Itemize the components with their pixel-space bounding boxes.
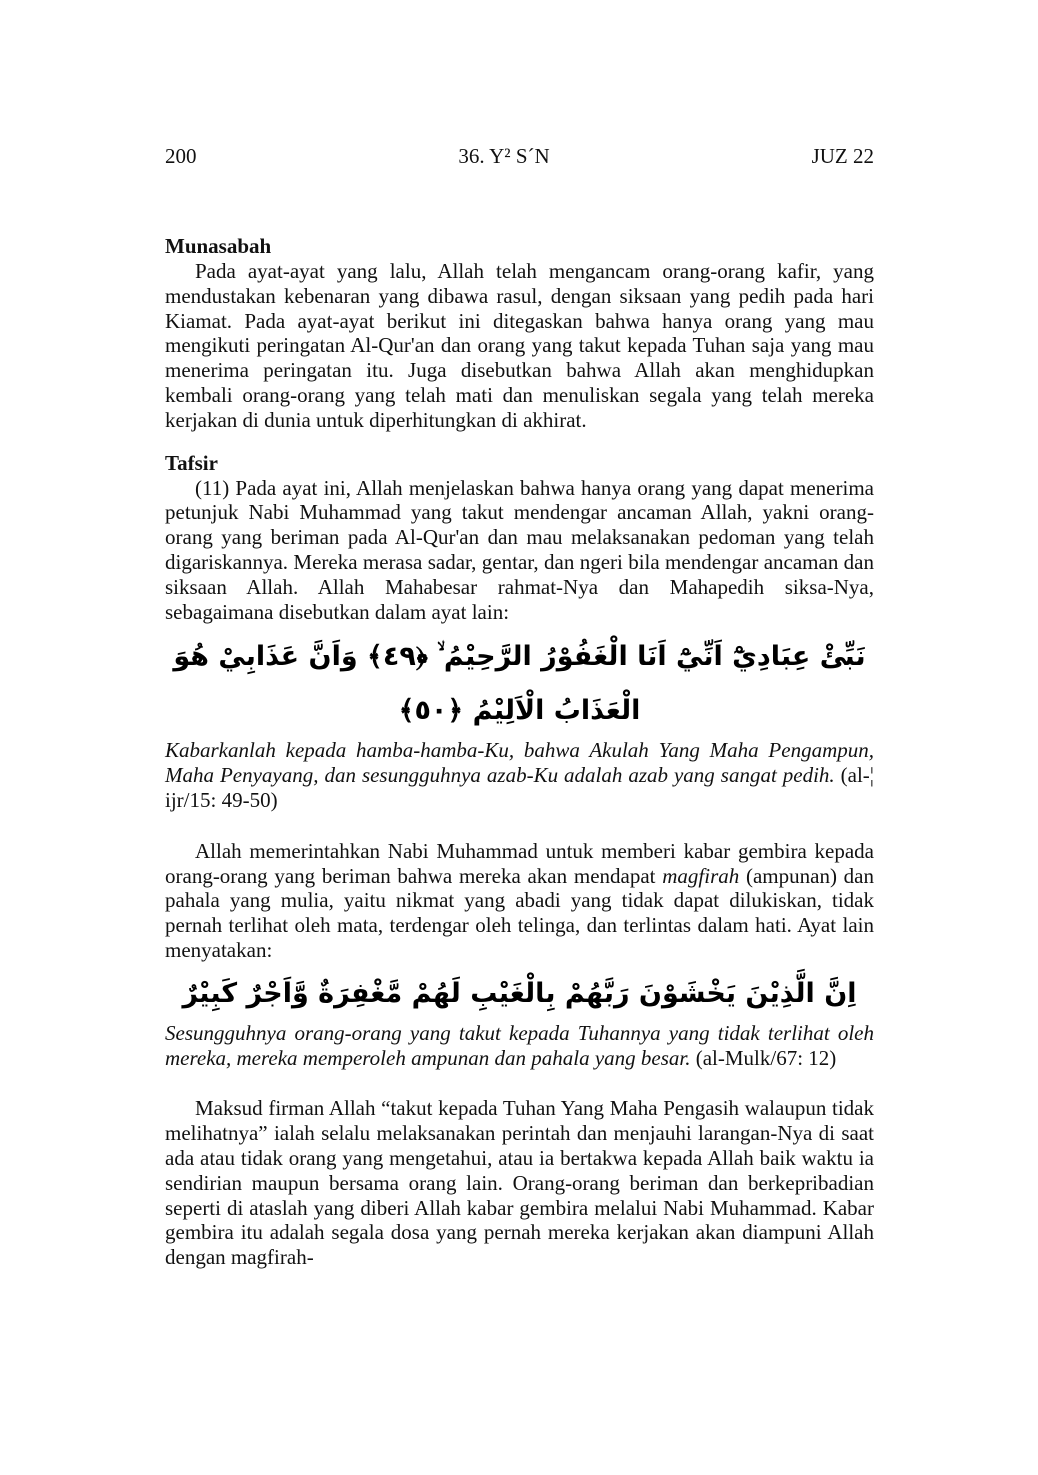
page [165, 142, 874, 1270]
tafsir-paragraph-1: (11) Pada ayat ini, Allah menjelaskan bahwa hanya orang yang dapat menerima petunjuk Nabi Muhammad yang takut mendengar ancaman Allah, yakni orang-orang yang beriman pada Al-Qur'an dan mau melaksanakan pedoman yang telah digariskannya. Mereka merasa sadar, gentar, dan ngeri bila mendengar ancaman dan siksaan Allah. Allah Mahabesar rahmat-Nya dan Mahapedih siksa-Nya, sebagaimana disebutkan dalam ayat lain: [165, 475, 874, 624]
munasabah-heading: Munasabah [165, 234, 272, 258]
page-header [165, 142, 874, 170]
translation-1-reference: (al-¦ ijr/15: 49-50) [165, 763, 875, 812]
translation-2-reference: (al-Mulk/67: 12) [695, 1045, 837, 1070]
tafsir-paragraph-3: Maksud firman Allah “takut kepada Tuhan Yang Maha Pengasih walaupun tidak melihatnya” ialah selalu melaksanakan perintah dan menjauhi larangan-Nya di saat ada atau tidak orang yang mengetahui, atau ia bertakwa kepada Allah baik waktu ia sendirian maupun bersama orang lain. Orang-orang beriman dan berkepribadian seperti di ataslah yang diberi Allah kabar gembira melalui Nabi Muhammad. Kabar gembira itu adalah segala dosa yang pernah mereka kerjakan akan diampuni Allah dengan magfirah- [165, 1096, 874, 1270]
surah-title: 36. Y² S´N [458, 144, 550, 168]
tafsir-heading: Tafsir [165, 450, 218, 475]
tafsir-paragraph-2 [165, 839, 874, 963]
translation-2 [165, 1021, 874, 1071]
munasabah-paragraph: Pada ayat-ayat yang lalu, Allah telah mengancam orang-orang kafir, yang mendustakan kebenaran yang dibawa rasul, dengan siksaan yang pedih pada hari Kiamat. Pada ayat-ayat berikut ini ditegaskan bahwa hanya orang yang mau mengikuti peringatan Al-Qur'an dan orang yang takut kepada Tuhan saja yang mau menerima peringatan itu. Juga disebutkan bahwa Allah akan menghidupkan kembali orang-orang yang telah mati dan menuliskan segala yang telah mereka kerjakan di dunia untuk diperhitungkan di akhirat. [165, 259, 874, 432]
paragraph-2-text-b: (ampunan) dan pahala yang mulia, yaitu nikmat yang abadi yang tidak dapat dilukiskan, tidak pernah terlihat oleh mata, terdengar oleh telinga, dan terlintas dalam hati. Ayat lain menyatakan: [165, 863, 874, 962]
juz-label: JUZ 22 [811, 144, 874, 168]
arabic-verse-1: نَبِّئْ عِبَادِيْٓ اَنِّيْٓ اَنَا الْغَفُوْرُ الرَّحِيْمُ ۙ ﴿٤٩﴾ وَاَنَّ عَذَابِيْ هُوَ الْعَذَابُ الْاَلِيْمُ ﴿٥٠﴾ [173, 641, 866, 727]
translation-2-text: Sesungguhnya orang-orang yang takut kepada Tuhannya yang tidak terlihat oleh mereka, mereka memperoleh ampunan dan pahala yang besar. [165, 1020, 874, 1070]
paragraph-2-text-a: Allah memerintahkan Nabi Muhammad untuk memberi kabar gembira kepada orang-orang yang beriman bahwa mereka akan mendapat [165, 838, 874, 888]
translation-1-text: Kabarkanlah kepada hamba-hamba-Ku, bahwa Akulah Yang Maha Pengampun, Maha Penyayang, dan sesungguhnya azab-Ku adalah azab yang sangat pedih. [165, 738, 874, 788]
translation-1 [165, 738, 874, 812]
page-number: 200 [165, 144, 197, 168]
paragraph-2-italic-term: magfirah [662, 863, 740, 888]
arabic-verse-2: اِنَّ الَّذِيْنَ يَخْشَوْنَ رَبَّهُمْ بِالْغَيْبِ لَهُمْ مَّغْفِرَةٌ وَّاَجْرٌ كَبِيْرٌ [182, 977, 857, 1009]
